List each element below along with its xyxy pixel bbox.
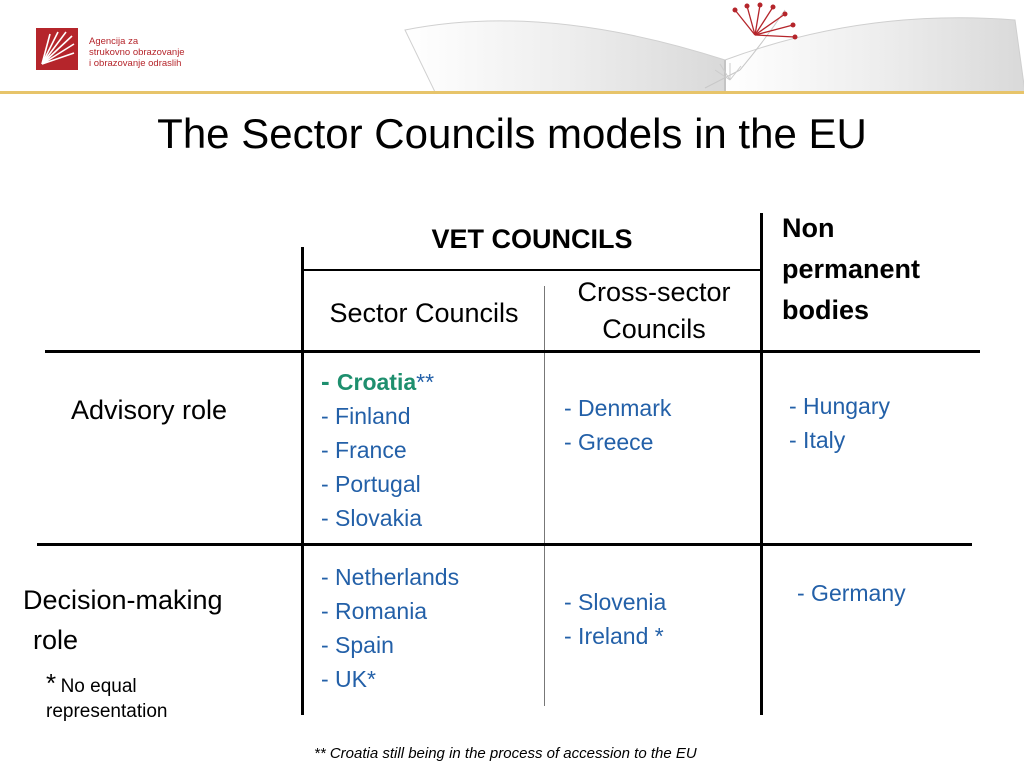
list-item: - Germany — [797, 580, 906, 606]
table-middle-vertical-line — [544, 286, 545, 706]
list-item: - Ireland * — [564, 623, 664, 649]
croatia-mark: ** — [416, 369, 435, 395]
slide-title: The Sector Councils models in the EU — [157, 110, 867, 157]
agency-name-line: i obrazovanje odraslih — [89, 58, 182, 69]
advisory-cross-sector-list — [564, 391, 671, 459]
note-text-line: No equal — [60, 676, 137, 697]
footnote: ** Croatia still being in the process of accession to the EU — [314, 745, 697, 762]
croatia-name: Croatia — [336, 369, 417, 395]
cross-sector-header-line: Councils — [602, 314, 706, 344]
sector-councils-header: Sector Councils — [329, 298, 519, 328]
list-item-croatia — [321, 364, 434, 399]
vet-councils-underline — [301, 269, 762, 271]
list-item: - Romania — [321, 598, 428, 624]
advisory-non-permanent-list — [789, 389, 890, 457]
note-star: * — [46, 668, 57, 698]
advisory-sector-list — [321, 364, 434, 535]
list-item: - Slovenia — [564, 589, 667, 615]
row-divider — [37, 543, 972, 546]
list-item: - Portugal — [321, 471, 421, 497]
no-equal-representation-note — [46, 668, 167, 723]
decision-sector-list — [321, 560, 459, 696]
list-item: - Greece — [564, 429, 654, 455]
list-item: - Slovakia — [321, 505, 422, 531]
cross-sector-councils-header — [548, 274, 760, 348]
note-text-line: representation — [46, 701, 168, 722]
list-item: - Hungary — [789, 393, 890, 419]
decision-label-line: Decision-making — [23, 585, 223, 615]
decision-making-role-label — [23, 580, 223, 660]
non-permanent-header-line: bodies — [782, 295, 870, 325]
agency-name — [89, 36, 185, 69]
list-item: - Denmark — [564, 395, 672, 421]
header-divider — [0, 91, 1024, 94]
agency-logo-icon — [36, 28, 78, 70]
non-permanent-header-line: Non — [782, 213, 835, 243]
agency-name-line: strukovno obrazovanje — [89, 47, 185, 58]
croatia-dash: - — [321, 366, 337, 396]
cross-sector-header-line: Cross-sector — [577, 277, 731, 307]
non-permanent-bodies-header — [782, 208, 920, 331]
list-item: - Finland — [321, 403, 411, 429]
decision-non-permanent-list — [797, 576, 906, 610]
advisory-role-label: Advisory role — [71, 395, 228, 425]
list-item: - Italy — [789, 427, 846, 453]
list-item: - France — [321, 437, 407, 463]
vet-councils-header: VET COUNCILS — [431, 224, 633, 254]
open-book-illustration — [395, 0, 1024, 92]
list-item: - UK* — [321, 666, 376, 692]
header-row-divider — [45, 350, 980, 353]
agency-name-line: Agencija za — [89, 36, 139, 47]
decision-label-line: role — [33, 625, 79, 655]
list-item: - Netherlands — [321, 564, 460, 590]
table-right-vertical-line — [760, 213, 763, 715]
decision-cross-sector-list — [564, 585, 666, 653]
non-permanent-header-line: permanent — [782, 254, 921, 284]
list-item: - Spain — [321, 632, 394, 658]
